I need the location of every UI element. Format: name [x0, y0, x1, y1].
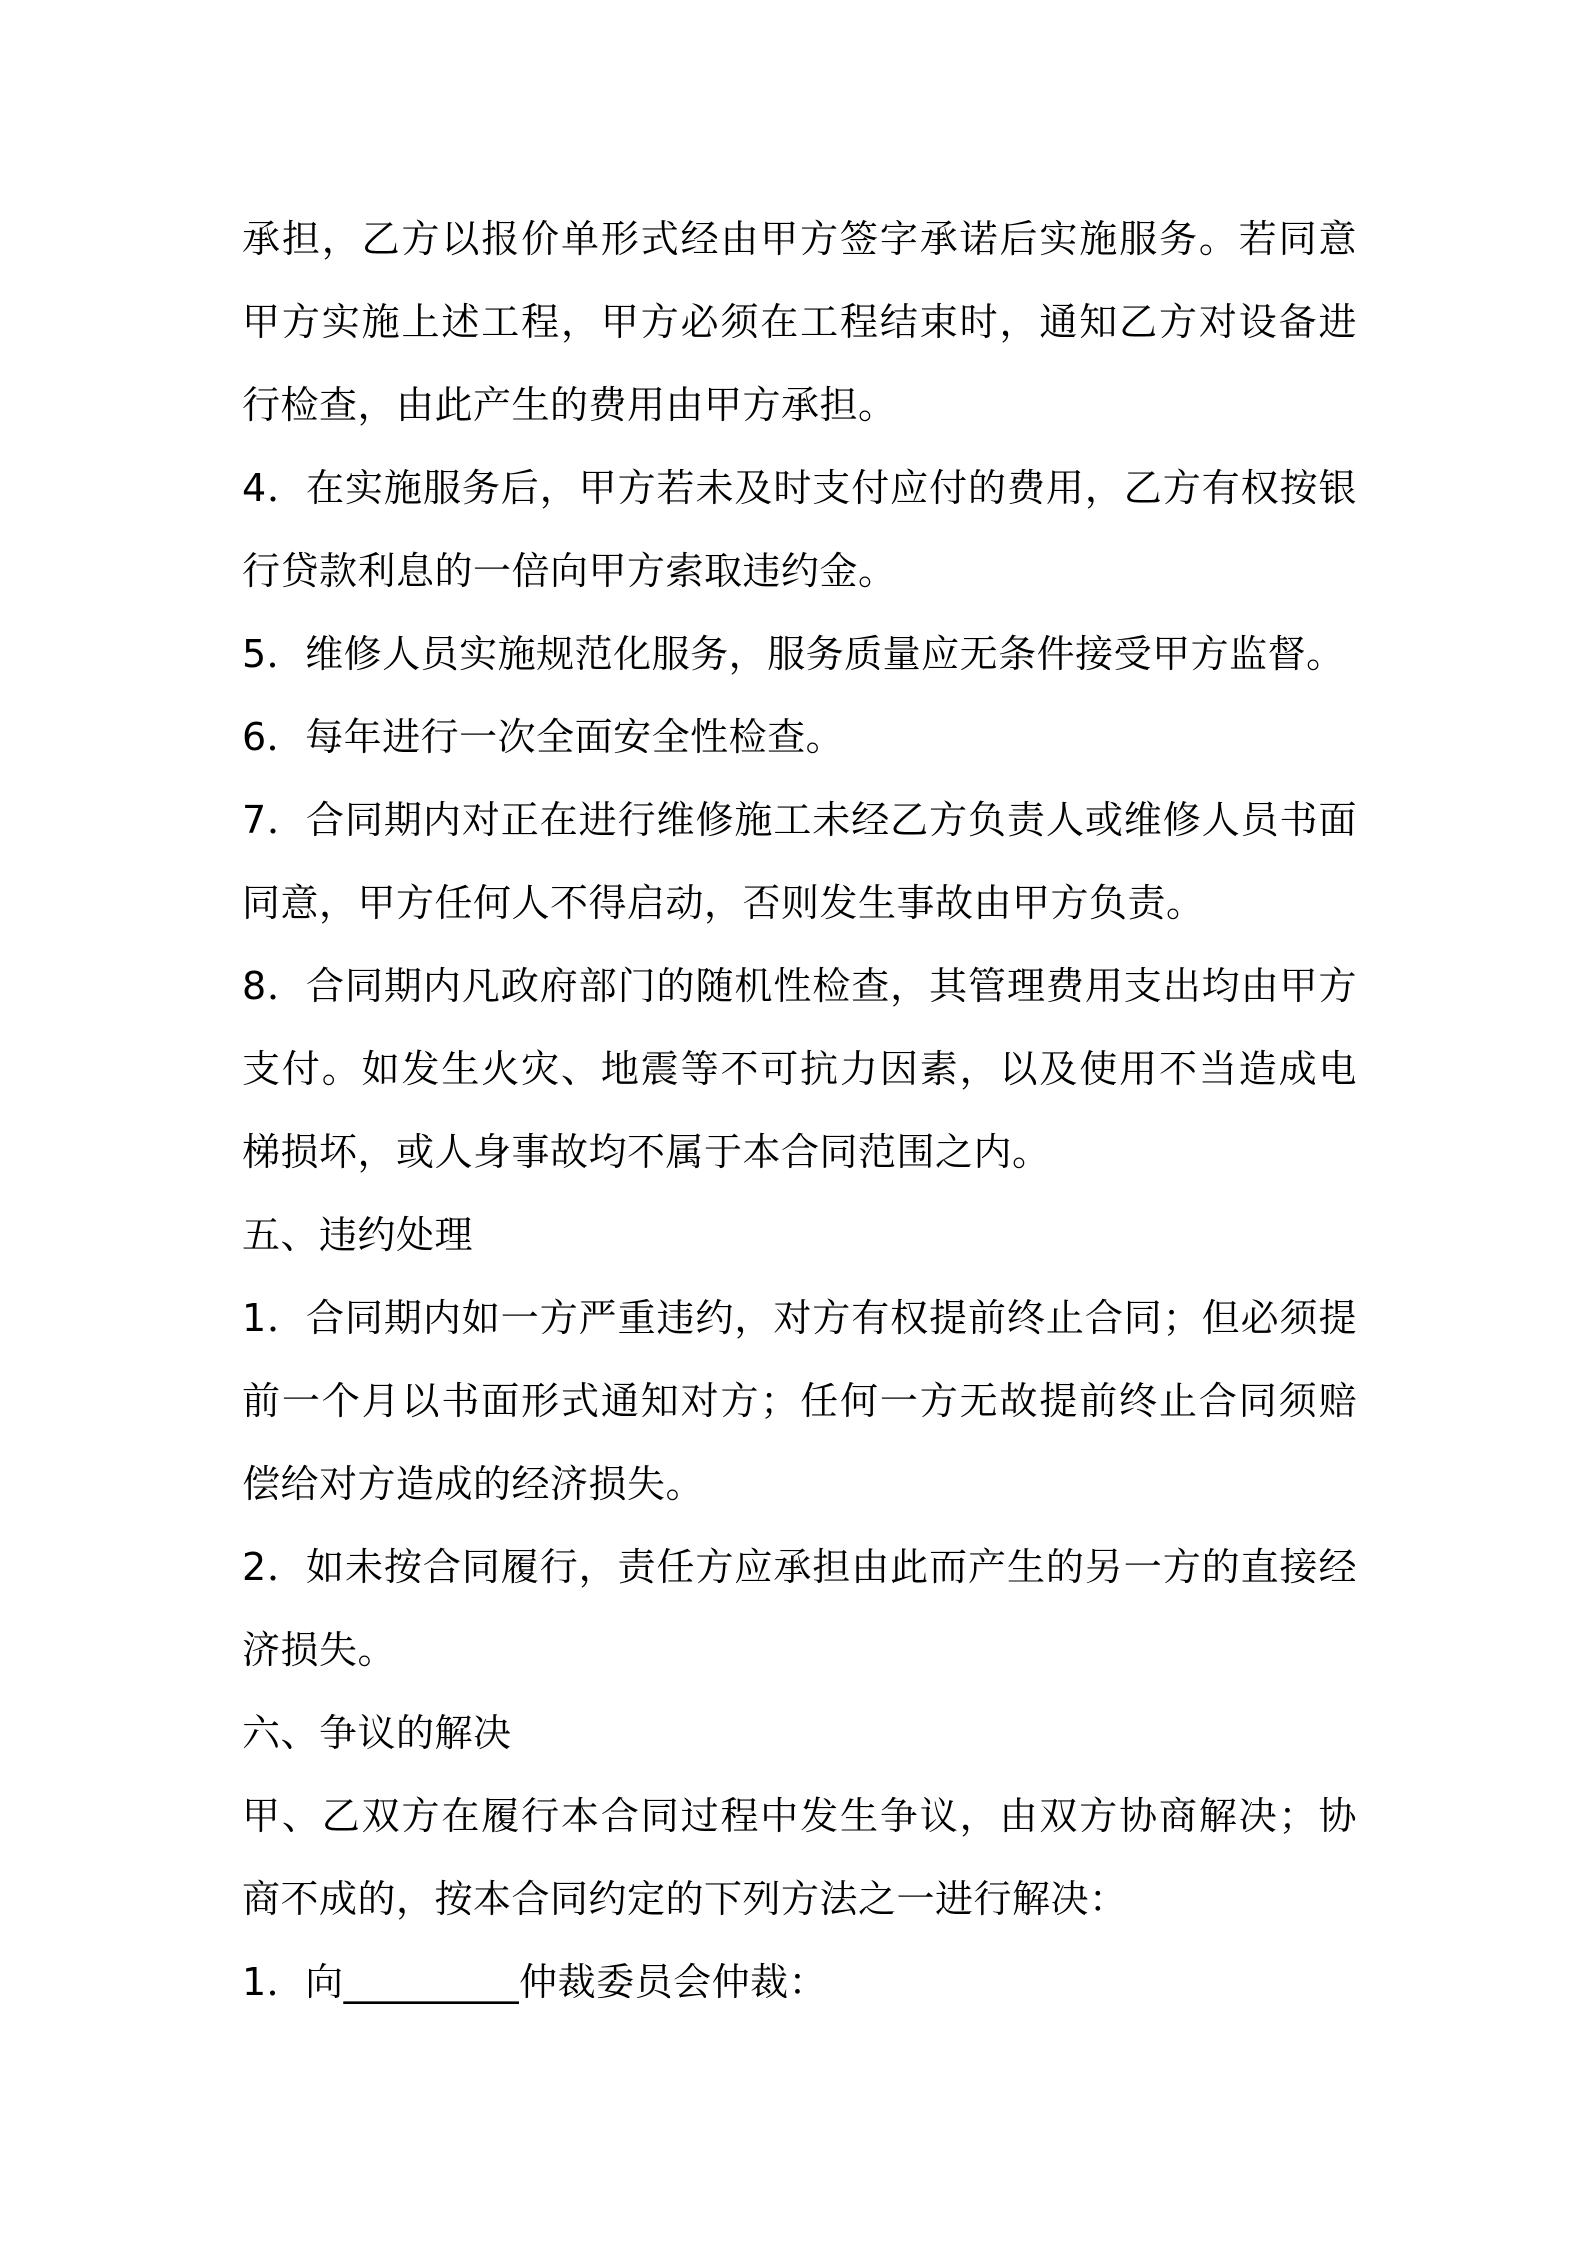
paragraph-dispute-arbitration: 1．向_________仲裁委员会仲裁： — [242, 1960, 828, 2004]
paragraph-breach-2: 2．如未按合同履行，责任方应承担由此而产生的另一方的直接经济损失。 — [242, 1545, 1357, 1672]
paragraph-breach-1: 1．合同期内如一方严重违约，对方有权提前终止合同；但必须提前一个月以书面形式通知对方；任何一方无故提前终止合同须赔偿给对方造成的经济损失。 — [242, 1296, 1357, 1506]
document-body — [242, 198, 1357, 2024]
paragraph-service-quote: 承担，乙方以报价单形式经由甲方签字承诺后实施服务。若同意甲方实施上述工程，甲方必须在工程结束时，通知乙方对设备进行检查，由此产生的费用由甲方承担。 — [242, 217, 1357, 427]
paragraph-dispute-intro: 甲、乙双方在履行本合同过程中发生争议，由双方协商解决；协商不成的，按本合同约定的下列方法之一进行解决： — [242, 1794, 1357, 1921]
paragraph-clause-7: 7．合同期内对正在进行维修施工未经乙方负责人或维修人员书面同意，甲方任何人不得启动，否则发生事故由甲方负责。 — [242, 798, 1357, 925]
section-heading-dispute: 六、争议的解决 — [242, 1711, 512, 1755]
paragraph-clause-5: 5．维修人员实施规范化服务，服务质量应无条件接受甲方监督。 — [242, 632, 1345, 676]
paragraph-clause-4: 4．在实施服务后，甲方若未及时支付应付的费用，乙方有权按银行贷款利息的一倍向甲方索取违约金。 — [242, 466, 1357, 593]
section-heading-breach: 五、违约处理 — [242, 1213, 474, 1257]
paragraph-clause-6: 6．每年进行一次全面安全性检查。 — [242, 715, 845, 759]
paragraph-clause-8: 8．合同期内凡政府部门的随机性检查，其管理费用支出均由甲方支付。如发生火灾、地震等不可抗力因素，以及使用不当造成电梯损坏，或人身事故均不属于本合同范围之内。 — [242, 964, 1357, 1174]
